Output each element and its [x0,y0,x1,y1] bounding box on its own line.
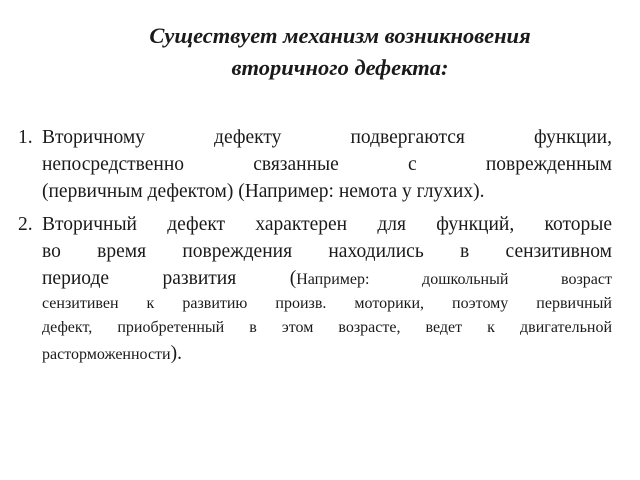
example-line: сензитивен к развитию произв. моторики, поэтому первичный [42,295,612,312]
content-list [18,124,612,367]
line-main-text: периоде развития ( [42,268,297,289]
example-text: расторможенности [42,346,171,363]
title-line-1: Существует механизм возникновения [149,23,531,48]
example-text: Например: дошкольный возраст [296,271,612,288]
list-item-line: Вторичный дефект характерен для функций, которые [42,214,612,235]
list-item-number: 1. [18,127,33,148]
list-item-line: Вторичному дефекту подвергаются функции, [42,127,612,148]
example-closing-line [42,340,612,367]
closing-paren: ). [170,343,182,364]
list-item-line: (первичным дефектом) (Например: немота у глухих). [42,181,485,202]
list-item-number: 2. [18,214,33,235]
list-item-line-mixed [42,265,612,292]
list-item-line: во время повреждения находились в сензитивном [42,241,612,262]
slide-title [60,20,620,84]
title-line-2: вторичного дефекта: [231,55,449,80]
list-item-1 [18,124,612,205]
list-item-line: непосредственно связанные с поврежденным [42,154,612,175]
example-line: дефект, приобретенный в этом возрасте, ведет к двигательной [42,319,612,336]
list-item-2 [18,211,612,367]
